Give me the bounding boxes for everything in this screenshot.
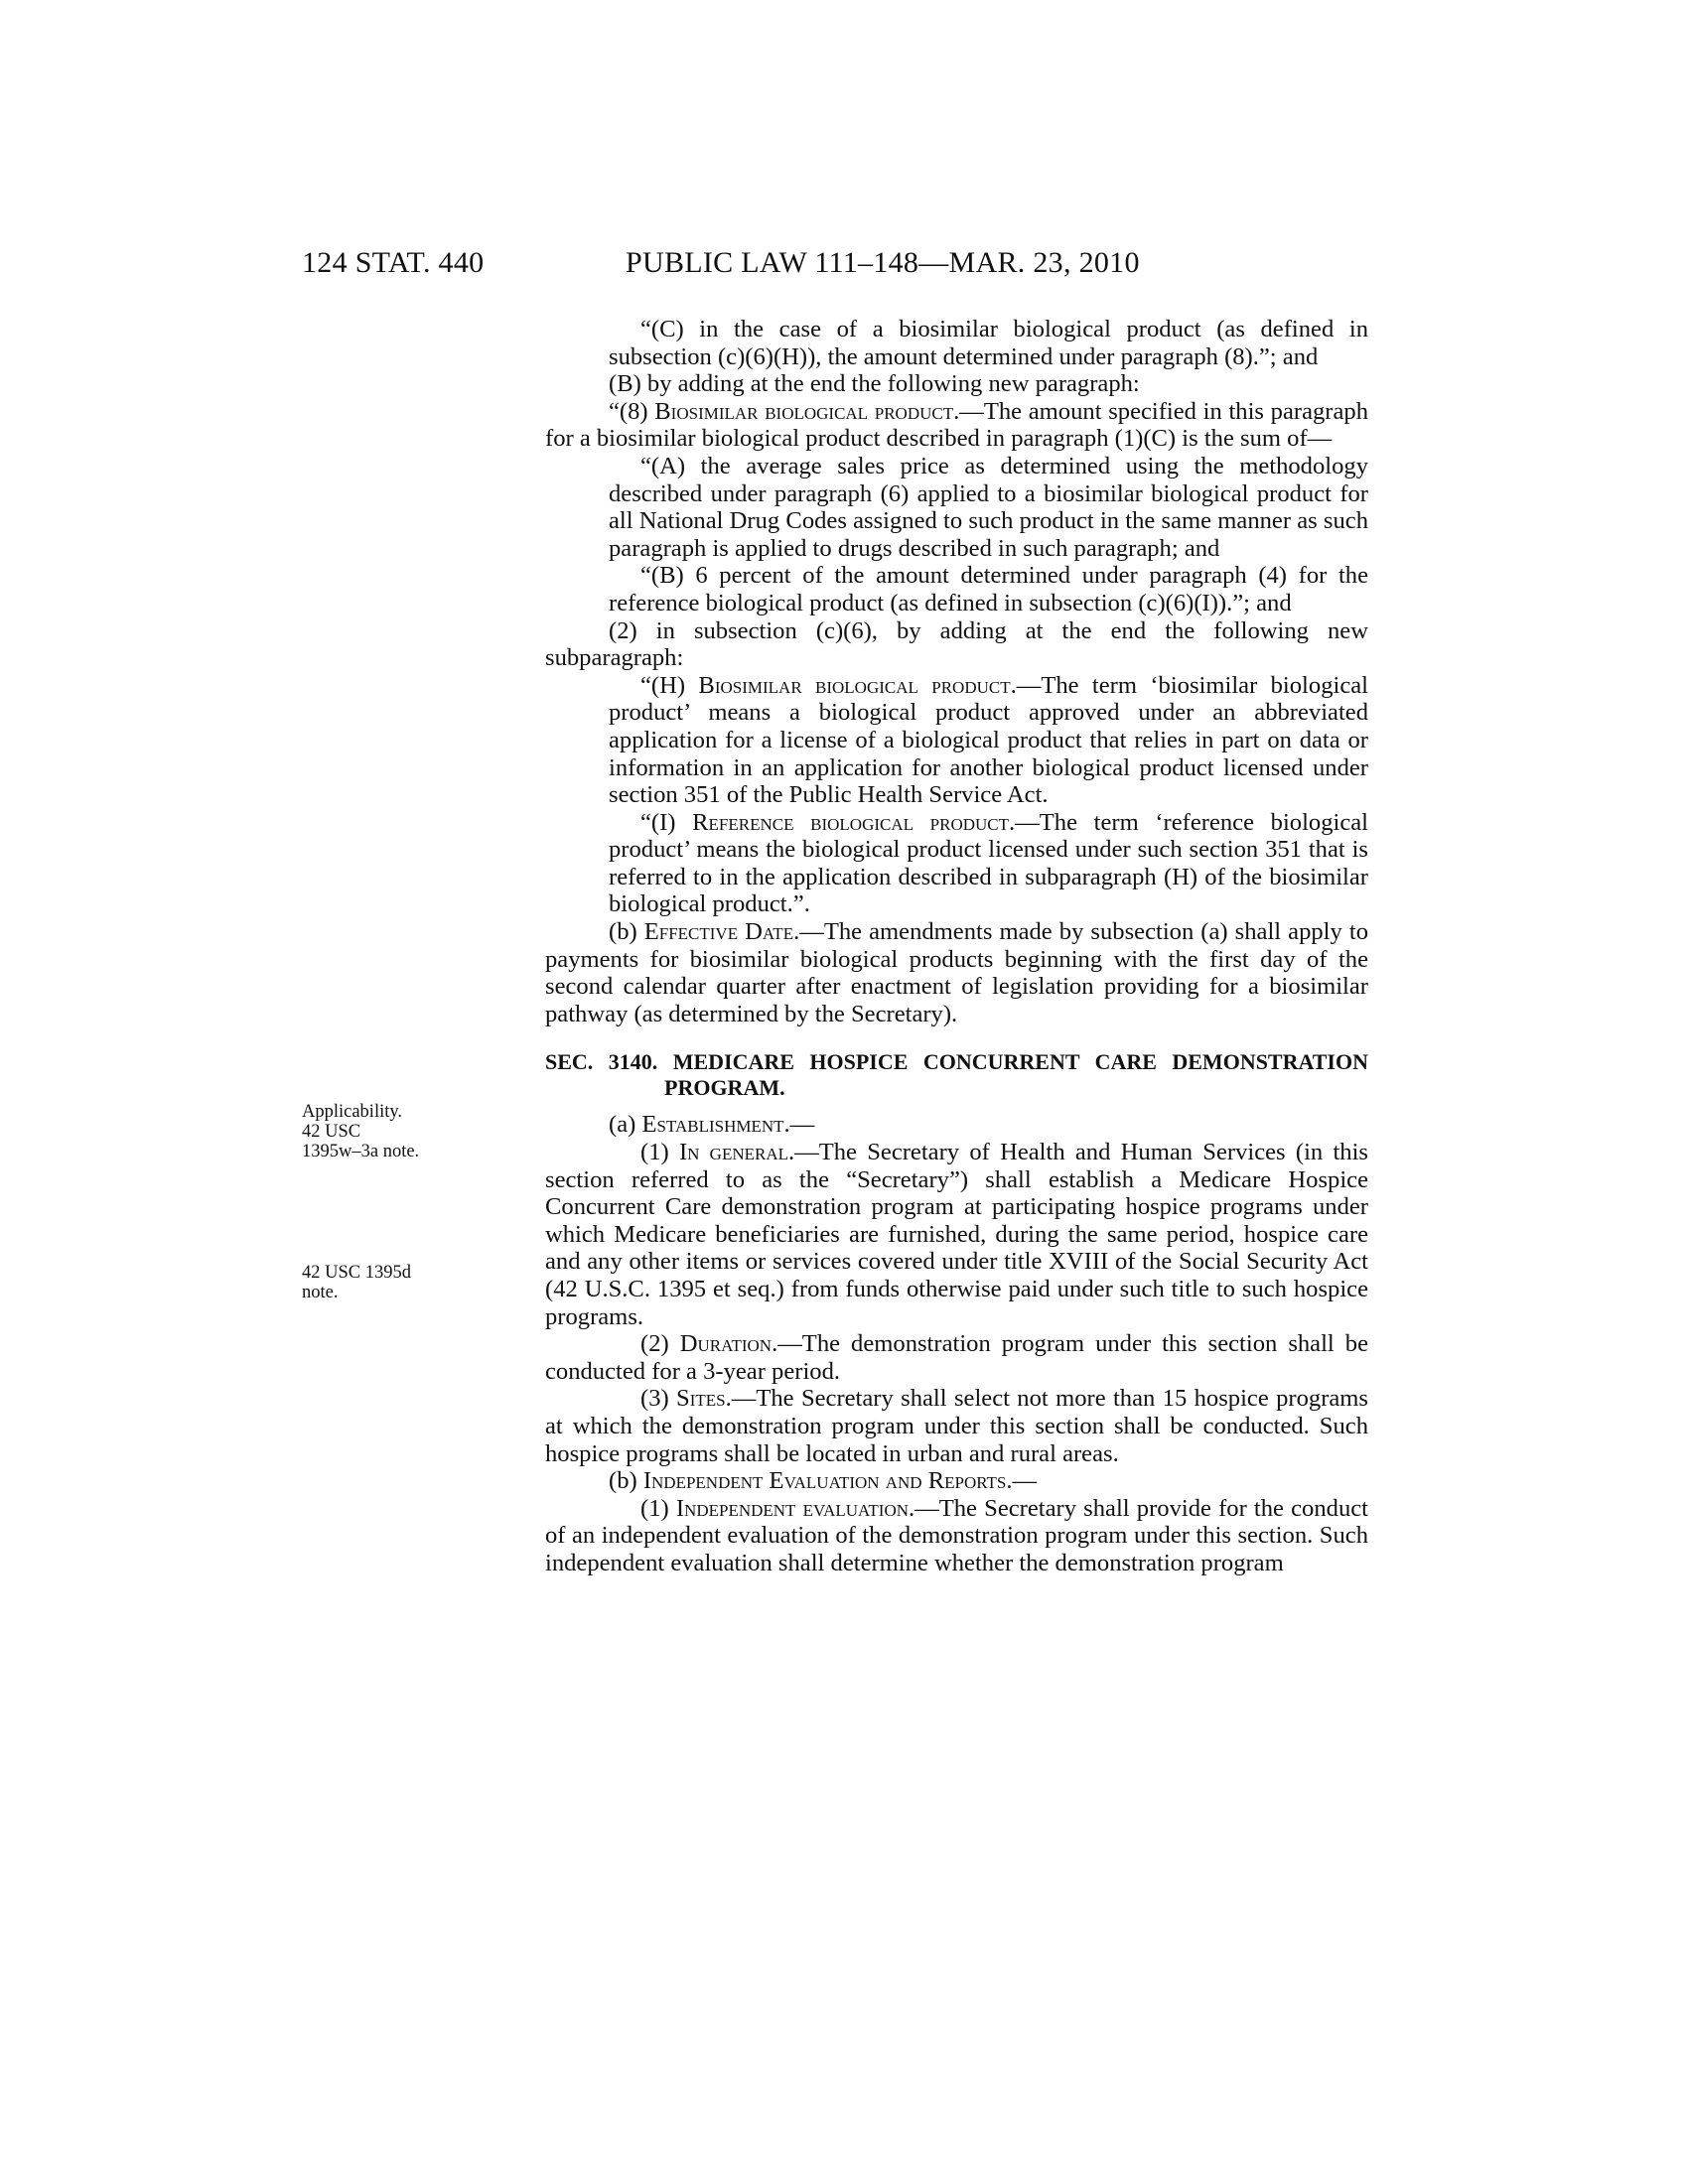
paragraph <box>545 1111 1368 1139</box>
paragraph-text: .—The amount specified in this paragraph for a biosimilar biological product described in paragraph (1)(C) is the sum of— <box>545 397 1368 453</box>
paragraph-text: .—The term ‘biosimilar biological product’ means a biological product approved under an abbreviated application for a license of a biological product that relies in part on data or information in an application for another biological product licensed under section 351 of the Public Health Service Act. <box>609 671 1368 809</box>
body-text <box>545 316 1368 1577</box>
margin-note-usc <box>302 1263 471 1302</box>
paragraph-lead: (3) <box>640 1385 677 1413</box>
paragraph-heading: Reference biological product <box>692 808 1010 836</box>
paragraph: “(B) 6 percent of the amount determined under paragraph (4) for the reference biological product (as defined in subsection (c)(6)(I)).”; and <box>609 562 1368 616</box>
paragraph <box>545 316 1368 370</box>
paragraph-text: .—The demonstration program under this section shall be conducted for a 3-year period. <box>545 1330 1368 1385</box>
margin-note-applicability <box>302 1102 471 1161</box>
paragraph-lead: (b) <box>609 918 644 946</box>
paragraph <box>545 1385 1368 1467</box>
paragraph: (B) by adding at the end the following new paragraph: <box>609 370 1140 398</box>
paragraph-text: .—The term ‘reference biological product’ means the biological product licensed under such section 351 that is referred to in the application described in subparagraph (H) of the biosimilar biological product.”. <box>609 808 1368 918</box>
paragraph-heading: Duration <box>679 1330 773 1358</box>
paragraph-text: .—The Secretary of Health and Human Services (in this section referred to as the “Secretary”) shall establish a Medicare Hospice Concurrent Care demonstration program at participating hospice programs under which Medicare beneficiaries are furnished, during the same period, hospice care and any other items or services covered under title XVIII of the Social Security Act (42 U.S.C. 1395 et seq.) from funds otherwise paid under such title to such hospice programs. <box>545 1139 1368 1330</box>
paragraph <box>545 1495 1368 1577</box>
paragraph-heading: Establishment <box>641 1111 784 1139</box>
paragraph-lead: (2) <box>640 1330 680 1358</box>
paragraph-text: .— <box>783 1111 815 1139</box>
paragraph-lead: (b) <box>609 1467 643 1495</box>
paragraph-lead: (1) <box>640 1494 676 1522</box>
paragraph-text: .—The Secretary shall provide for the conduct of an independent evaluation of the demonstration program under this section. Such independent evaluation shall determine whether the demonstration program <box>545 1494 1368 1576</box>
paragraph-heading: Effective Date <box>643 918 794 946</box>
paragraph-lead: “(8) <box>609 397 655 425</box>
paragraph <box>545 1139 1368 1330</box>
paragraph-lead: (a) <box>609 1111 642 1139</box>
paragraph <box>545 398 1368 453</box>
margin-note-line: Applicability. <box>302 1102 403 1122</box>
paragraph-text: “(C) in the case of a biosimilar biological product (as defined in subsection (c)(6)(H)), the amount determined under paragraph (8).”; and <box>609 316 1368 370</box>
paragraph-heading: Independent evaluation <box>675 1494 909 1522</box>
paragraph-heading: In general <box>678 1139 788 1166</box>
margin-note-line: 42 USC 1395d <box>302 1263 411 1283</box>
paragraph-heading: Biosimilar biological product <box>654 397 954 425</box>
paragraph <box>545 1467 1368 1495</box>
paragraph-text: .— <box>1006 1467 1038 1495</box>
public-law-title: PUBLIC LAW 111–148—MAR. 23, 2010 <box>626 246 1140 279</box>
paragraph: “(A) the average sales price as determined using the methodology described under paragraph (6) applied to a biosimilar biological product for all National Drug Codes assigned to such product in the same manner as such paragraph is applied to drugs described in such paragraph; and <box>609 452 1368 562</box>
paragraph-text: .—The Secretary shall select not more than 15 hospice programs at which the demonstration program under this section shall be conducted. Such hospice programs shall be located in urban and rural areas. <box>545 1385 1369 1467</box>
paragraph-heading: Independent Evaluation and Reports <box>642 1467 1007 1495</box>
paragraph-lead: “(I) <box>640 808 693 836</box>
margin-note-line: note. <box>302 1283 339 1302</box>
section-heading: SEC. 3140. MEDICARE HOSPICE CONCURRENT CARE DEMONSTRATION PROGRAM. <box>545 1049 1368 1101</box>
page-header <box>0 245 1688 285</box>
paragraph-lead: (1) <box>640 1139 679 1166</box>
margin-note-line: 1395w–3a note. <box>302 1142 420 1161</box>
stat-page-number: 124 STAT. 440 <box>302 246 485 279</box>
paragraph <box>545 918 1368 1027</box>
paragraph-heading: Biosimilar biological product <box>698 671 1011 699</box>
paragraph: (2) in subsection (c)(6), by adding at the end the following new subparagraph: <box>545 616 1368 672</box>
margin-note-line: 42 USC <box>302 1122 361 1142</box>
paragraph-heading: Sites <box>676 1385 726 1413</box>
paragraph-lead: “(H) <box>640 671 699 699</box>
paragraph-text: .—The amendments made by subsection (a) shall apply to payments for biosimilar biological products beginning with the first day of the second calendar quarter after enactment of legislation providing for a biosimilar pathway (as determined by the Secretary). <box>545 918 1368 1027</box>
paragraph <box>545 1330 1368 1385</box>
paragraph <box>545 672 1368 809</box>
paragraph <box>545 809 1368 918</box>
